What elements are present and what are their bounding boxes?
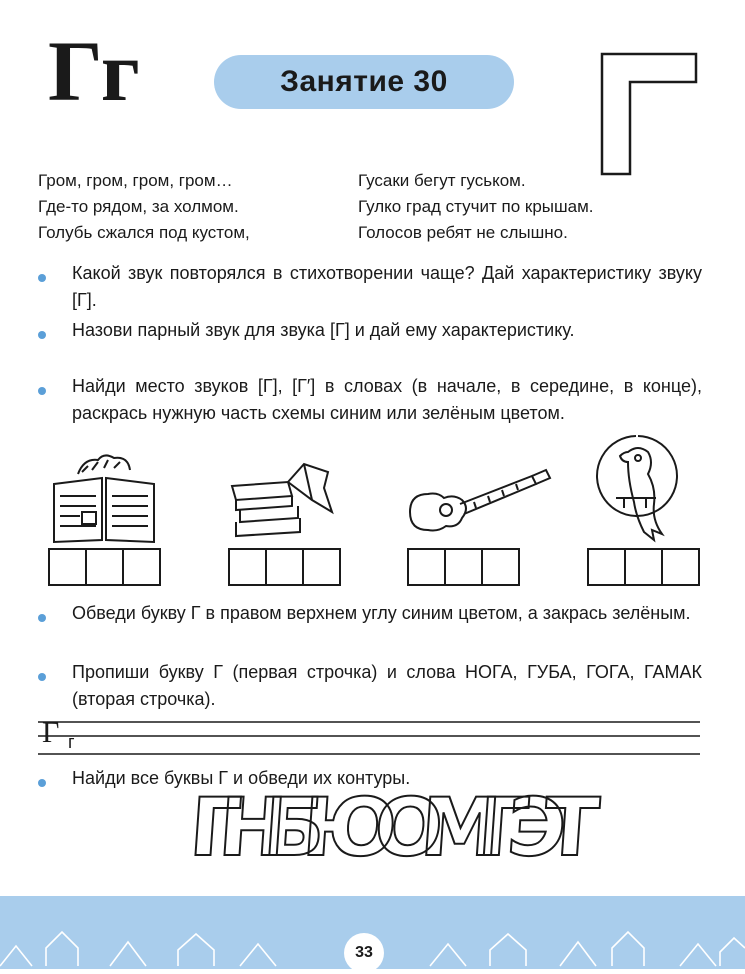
poem-line: Гусаки бегут гуськом. (358, 171, 526, 190)
sound-scheme-parrot[interactable] (587, 548, 700, 586)
task-text: Пропиши букву Г (первая строчка) и слова НОГА, ГУБА, ГОГА, ГАМАК (вторая строчка). (72, 662, 702, 709)
poem-line: Гулко град стучит по крышам. (358, 197, 594, 216)
poem-line: Гром, гром, гром, гром… (38, 171, 233, 190)
page-number: 33 (344, 933, 384, 973)
big-letter-heading: Гг (48, 23, 138, 119)
poem-line: Голубь сжался под кустом, (38, 223, 250, 242)
task-text: Какой звук повторялся в стихотворении чаще? Дай характеристику звуку [Г]. (72, 263, 702, 310)
lesson-title: Занятие 30 (280, 65, 448, 98)
poem-right-column (358, 168, 594, 246)
newspaper-icon (48, 452, 160, 544)
copybook-lines[interactable] (38, 714, 700, 760)
task-text: Обведи букву Г в правом верхнем углу синим цветом, а закрась зелёным. (72, 603, 691, 623)
letter-puzzle[interactable] (186, 781, 580, 898)
copybook-sample-lower: г (68, 732, 75, 752)
parrot-icon (594, 432, 684, 544)
bullet-icon (38, 274, 46, 282)
guitar-icon (404, 460, 554, 540)
bullet-icon (38, 673, 46, 681)
poem-line: Голосов ребят не слышно. (358, 223, 568, 242)
bullet-icon (38, 779, 46, 787)
sound-scheme-guitar[interactable] (407, 548, 520, 586)
poem-line: Где-то рядом, за холмом. (38, 197, 239, 216)
outline-letter-g-icon[interactable] (598, 50, 700, 178)
poem-left-column (38, 168, 250, 246)
task-text: Найди место звуков [Г], [Г′] в словах (в начале, в середине, в конце), раскрась нужную часть схемы синим или зелёным цветом. (72, 376, 702, 423)
puzzle-letters: ГНБЮОМГЭТ (186, 781, 580, 874)
task-text: Найди все буквы Г и обведи их контуры. (72, 768, 411, 788)
copybook-sample-upper: Г (42, 716, 60, 749)
sound-scheme-books[interactable] (228, 548, 341, 586)
sound-scheme-newspaper[interactable] (48, 548, 161, 586)
lesson-title-pill (214, 55, 514, 109)
bullet-icon (38, 387, 46, 395)
task-text: Назови парный звук для звука [Г] и дай ему характеристику. (72, 320, 575, 340)
books-icon (228, 452, 340, 544)
bullet-icon (38, 331, 46, 339)
bullet-icon (38, 614, 46, 622)
